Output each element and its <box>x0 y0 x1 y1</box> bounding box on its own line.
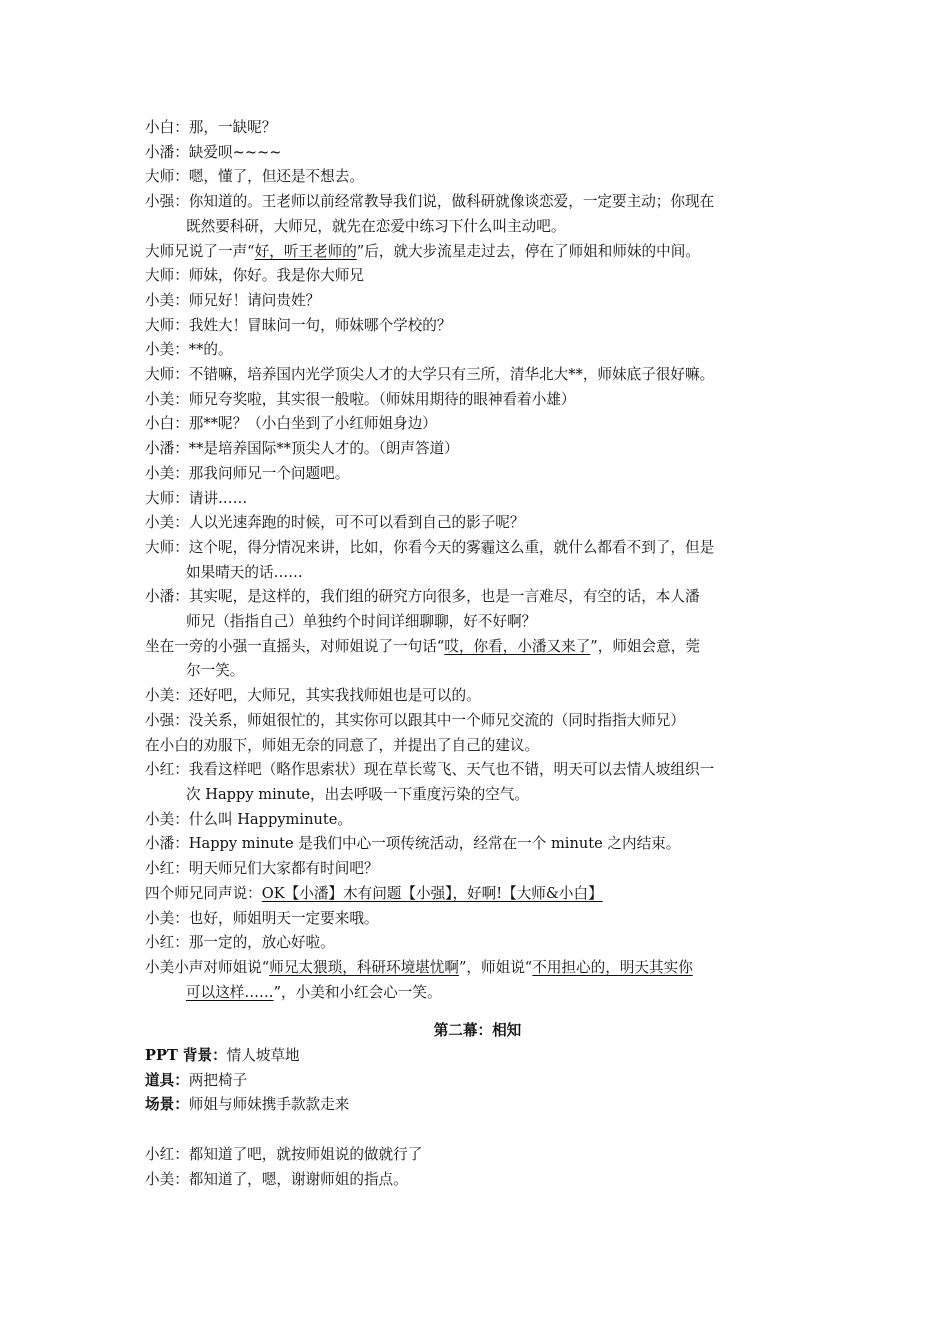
dialogue-line: 小强：没关系，师姐很忙的，其实你可以跟其中一个师兄交流的（同时指指大师兄） <box>145 711 685 729</box>
act-title: 第二幕：相知 <box>433 1022 522 1040</box>
script-body <box>145 116 810 1192</box>
dialogue-line: 小美：也好，师姐明天一定要来哦。 <box>145 909 379 927</box>
dialogue-continuation: 既然要科研，大师兄，就先在恋爱中练习下什么叫主动吧。 <box>186 217 566 235</box>
dialogue-line: 小美：什么叫 Happyminute。 <box>145 810 352 828</box>
underlined-quote: 不用担心的，明天其实你 <box>532 958 693 976</box>
dialogue-line: 小红：那一定的，放心好啦。 <box>145 934 335 952</box>
dialogue-line: 小强：你知道的。王老师以前经常教导我们说，做科研就像谈恋爱，一定要主动；你现在 <box>145 193 715 211</box>
dialogue-line: 大师：不错嘛，培养国内光学顶尖人才的大学只有三所，清华北大**，师妹底子很好嘛。 <box>145 366 715 384</box>
dialogue-line: 小潘：其实呢，是这样的，我们组的研究方向很多，也是一言难尽，有空的话，本人潘 <box>145 588 700 606</box>
dialogue-line: 大师：请讲…… <box>145 489 248 507</box>
scene-label: 场景： <box>145 1096 189 1114</box>
dialogue-continuation: 如果晴天的话…… <box>186 563 303 581</box>
dialogue-line: 小红：都知道了吧，就按师姐说的做就行了 <box>145 1145 423 1163</box>
text-segment: 四个师兄同声说： <box>145 884 262 902</box>
text-segment: 大师兄说了一声“ <box>145 242 255 260</box>
dialogue-line: 小红：我看这样吧（略作思索状）现在草长莺飞、天气也不错，明天可以去情人坡组织一 <box>145 761 715 779</box>
stage-direction: 在小白的劝服下，师姐无奈的同意了，并提出了自己的建议。 <box>145 736 540 754</box>
spacer <box>145 1005 810 1019</box>
dialogue-line: 小美：**的。 <box>145 341 233 359</box>
stage-direction-continuation: 尔一笑。 <box>186 662 245 680</box>
underlined-quote: 好，听王老师的 <box>254 242 357 260</box>
dialogue-line: 小美：那我问师兄一个问题吧。 <box>145 464 350 482</box>
dialogue-line: 小美：师兄夸奖啦，其实很一般啦。（师妹用期待的眼神看着小雄） <box>145 390 576 408</box>
underlined-quote: 可以这样…… <box>186 983 274 1001</box>
text-segment: ”，师姐说“ <box>458 958 533 976</box>
props-line <box>145 1069 810 1094</box>
dialogue-line: 大师：师妹，你好。我是你大师兄 <box>145 267 364 285</box>
props-value: 两把椅子 <box>188 1071 248 1089</box>
ppt-label: PPT 背景： <box>145 1047 227 1065</box>
dialogue-line: 小美：还好吧，大师兄，其实我找师姐也是可以的。 <box>145 687 481 705</box>
stage-direction <box>145 240 810 265</box>
underlined-quote: 师兄太猥琐，科研环境堪忧啊 <box>269 958 459 976</box>
stage-direction-continuation <box>145 981 810 1006</box>
text-segment: 小美小声对师姐说“ <box>145 958 270 976</box>
underlined-quote: OK【小潘】木有问题【小强】，好啊!【大师&小白】 <box>261 884 603 902</box>
stage-direction <box>145 956 810 981</box>
ppt-value: 情人坡草地 <box>226 1047 300 1065</box>
text-segment: 坐在一旁的小强一直摇头，对师姐说了一句话“ <box>145 637 445 655</box>
underlined-quote: 哎，你看，小潘又来了 <box>444 637 591 655</box>
dialogue-line: 小潘：缺爱呗~~~~ <box>145 143 282 161</box>
dialogue-line: 小白：那，一缺呢？ <box>145 119 277 136</box>
scene-line <box>145 1093 810 1118</box>
stage-direction <box>145 635 810 660</box>
props-label: 道具： <box>145 1071 189 1089</box>
dialogue-line: 小白：那**呢？（小白坐到了小红师姐身边） <box>145 415 437 433</box>
scene-value: 师姐与师妹携手款款走来 <box>188 1096 350 1114</box>
text-segment: ”后，就大步流星走过去，停在了师姐和师妹的中间。 <box>356 242 700 260</box>
stage-direction <box>145 882 810 907</box>
ppt-background-line <box>145 1044 810 1069</box>
dialogue-line: 大师：嗯，懂了，但还是不想去。 <box>145 168 364 186</box>
dialogue-continuation: 师兄（指指自己）单独约个时间详细聊聊，好不好啊？ <box>186 613 537 631</box>
dialogue-line: 小美：师兄好！请问贵姓？ <box>145 291 321 309</box>
dialogue-line: 大师：这个呢，得分情况来讲，比如，你看今天的雾霾这么重，就什么都看不到了，但是 <box>145 538 715 556</box>
dialogue-line: 小美：人以光速奔跑的时候，可不可以看到自己的影子呢？ <box>145 514 525 532</box>
dialogue-line: 小红：明天师兄们大家都有时间吧？ <box>145 860 379 878</box>
spacer <box>145 1118 810 1143</box>
dialogue-line: 小潘：**是培养国际**顶尖人才的。（朗声答道） <box>145 440 459 458</box>
dialogue-continuation: 次 Happy minute，出去呼吸一下重度污染的空气。 <box>186 785 529 803</box>
text-segment: ”，小美和小红会心一笑。 <box>273 983 442 1001</box>
dialogue-line: 小潘：Happy minute 是我们中心一项传统活动，经常在一个 minute 之内结束。 <box>145 835 681 853</box>
dialogue-line: 大师：我姓大！冒昧问一句，师妹哪个学校的？ <box>145 316 452 334</box>
dialogue-line: 小美：都知道了，嗯，谢谢师姐的指点。 <box>145 1170 408 1188</box>
text-segment: ”，师姐会意，莞 <box>590 637 700 655</box>
